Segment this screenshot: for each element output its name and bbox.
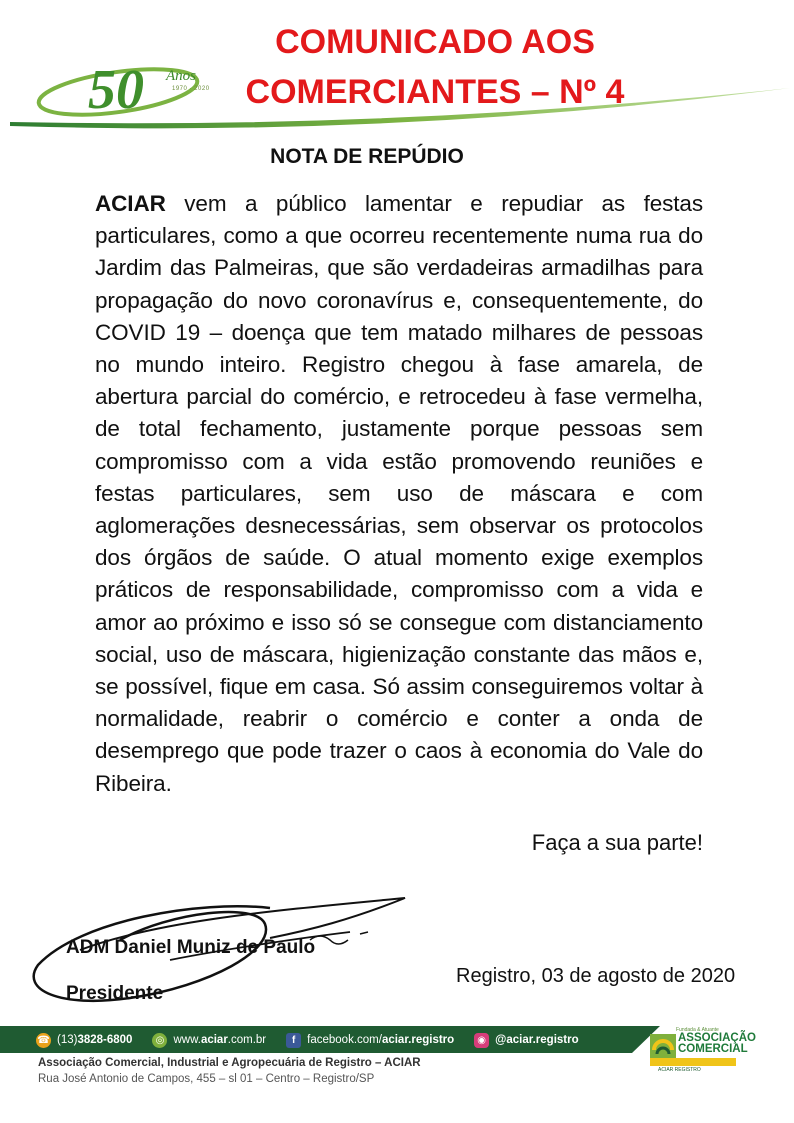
logo-anos-text: Anos (166, 68, 196, 84)
instagram-handle: @aciar.registro (495, 1034, 579, 1046)
body-text: vem a público lamentar e repudiar as festas particulares, como a que ocorreu recentemente numa rua do Jardim das Palmeiras, que são verdadeiras armadilhas para propagação do novo coronavírus e, consequentemente, do COVID 19 – doença que tem matado milhares de pessoas no mundo inteiro. Registro chegou à fase amarela, de abertura parcial do comércio, e retrocedeu à fase vermelha, de total fechamento, justamente porque pessoas sem compromisso com a vida estão promovendo reuniões e festas particulares, sem uso de máscara e com aglomerações desnecessárias, sem observar os protocolos dos órgãos de saúde. O atual momento exige exemplos práticos de responsabilidade, compromisso com a vida e amor ao próximo e isso só se consegue com distanciamento social, uso de máscara, higienização constante das mãos e, se possível, fique em casa. Só assim conseguiremos voltar à normalidade, reabrir o comércio e conter a onda de desemprego que pode trazer o caos à economia do Vale do Ribeira. (95, 191, 703, 796)
signer-name: ADM Daniel Muniz de Paulo (66, 937, 316, 958)
body-lead: ACIAR (95, 191, 166, 216)
closing-line: Faça a sua parte! (531, 830, 703, 855)
facebook-prefix: facebook.com/ (307, 1034, 382, 1046)
svg-text:50: 50 (88, 59, 144, 121)
logo-years-text: 1970 · 2020 (172, 86, 210, 92)
association-logo-icon (650, 1034, 676, 1058)
association-name: Associação Comercial, Industrial e Agropecuária de Registro – ACIAR (38, 1057, 421, 1069)
phone-prefix: (13) (57, 1034, 78, 1046)
page-title-line-2: COMERCIANTES – Nº 4 (245, 73, 625, 111)
globe-icon: ◎ (152, 1033, 167, 1048)
facebook-icon: f (286, 1033, 301, 1048)
document-date: Registro, 03 de agosto de 2020 (456, 965, 736, 987)
footer-contacts (36, 1029, 599, 1051)
page-title-line-1: COMUNICADO AOS (275, 23, 595, 61)
footer-website[interactable] (152, 1033, 266, 1048)
phone-number: 3828-6800 (77, 1034, 133, 1046)
association-logo-bar-text: ACIAR REGISTRO (658, 1067, 701, 1073)
section-heading: NOTA DE REPÚDIO (270, 145, 464, 168)
instagram-icon: ◉ (474, 1033, 489, 1048)
association-logo-top: Fundada & Atuante (676, 1027, 719, 1033)
association-address: Rua José Antonio de Campos, 455 – sl 01 – Centro – Registro/SP (38, 1073, 375, 1085)
signer-role: Presidente (66, 983, 164, 1004)
footer-instagram[interactable] (474, 1033, 578, 1048)
web-name: aciar (200, 1034, 228, 1046)
phone-icon: ☎ (37, 1034, 50, 1046)
web-prefix: www. (173, 1034, 201, 1046)
association-logo-bar (650, 1058, 736, 1073)
association-logo-line-1: ASSOCIAÇÃO (678, 1032, 756, 1044)
facebook-handle: aciar.registro (381, 1034, 455, 1046)
footer-facebook[interactable] (286, 1033, 454, 1048)
footer-phone (36, 1033, 132, 1048)
web-suffix: .com.br (227, 1034, 267, 1046)
body-paragraph (95, 188, 703, 800)
association-logo-line-2: COMERCIAL (678, 1043, 748, 1055)
